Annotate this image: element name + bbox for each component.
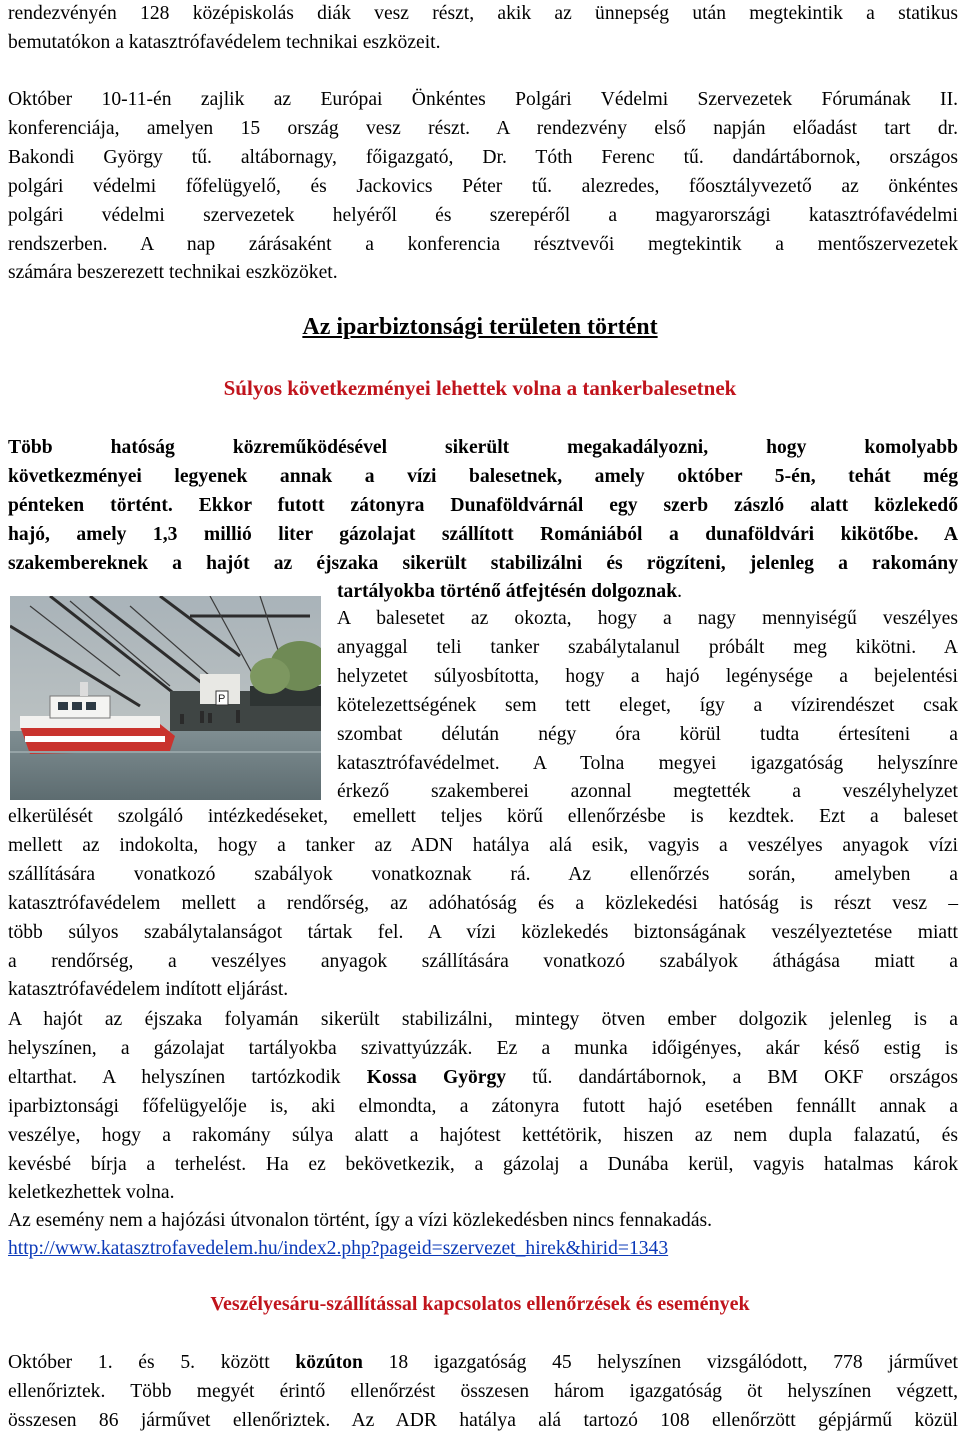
text-line: helyzetet súlyosbította, hogy a hajó legénysége a bejelentési xyxy=(337,665,958,687)
text-line: szombat délután négy óra körül tudta értesíteni a xyxy=(337,723,958,745)
intro-paragraph-2 xyxy=(8,86,958,288)
body-paragraph-1 xyxy=(8,803,958,1005)
text-line: A balesetet az okozta, hogy a nagy mennyiségű veszélyes xyxy=(337,608,958,629)
text-line: tartályokba történő átfejtésén dolgoznak xyxy=(337,581,678,602)
text-line: szakembereknek a hajót az éjszaka sikerült stabilizálni és rögzíteni, jelenleg a rakomány xyxy=(8,552,958,574)
text-line: iparbiztonsági főfelügyelője is, aki elmondta, a zátonyra futott hajó esetében fennállt annak a xyxy=(8,1095,958,1117)
text-line: anyaggal teli tanker szabálytalanul próbált meg kikötni. A xyxy=(337,636,958,658)
source-link[interactable]: http://www.katasztrofavedelem.hu/index2.php?pageid=szervezet_hirek&hirid=1343 xyxy=(8,1238,669,1259)
text-line: polgári védelmi szervezetek helyéről és szerepéről a magyarországi katasztrófavédelmi xyxy=(8,204,958,226)
tanker-boat-photo-icon xyxy=(10,596,321,800)
text-line: polgári védelmi főfelügyelő, és Jackovics Péter tű. alezredes, főosztályvezető az önkéntes xyxy=(8,175,958,197)
text-line: . xyxy=(677,581,683,602)
body-paragraph-2 xyxy=(8,1006,958,1208)
text-line: mellett az indokolta, hogy a tanker az ADN hatálya alá esik, vagyis a veszélyes anyagok vízi xyxy=(8,834,958,856)
article-lead xyxy=(8,434,958,579)
intro-paragraph-1 xyxy=(8,0,958,58)
svg-text:P: P xyxy=(218,693,226,705)
text-run: 18 igazgatóság 45 helyszínen vizsgálódott, 778 járművet xyxy=(362,1352,958,1373)
text-line: következményei legyenek annak a vízi balesetnek, amely október 5-én, tehát még xyxy=(8,465,958,487)
text-run: eltarthat. A helyszínen tartózkodik xyxy=(8,1066,367,1088)
article-lead-end xyxy=(337,578,958,607)
text-run: Október 1. és 5. között xyxy=(8,1352,296,1373)
text-line: Október 10-11-én zajlik az Európai Önkéntes Polgári Védelmi Szervezetek Fórumának II. xyxy=(8,89,958,110)
text-line: hajó, amely 1,3 millió liter gázolajat szállított Romániából a dunaföldvári kikötőbe. A xyxy=(8,523,958,545)
text-line: A hajót az éjszaka folyamán sikerült stabilizálni, mintegy ötven ember dolgozik jelenleg is a xyxy=(8,1009,958,1030)
text-line: katasztrófavédelem indított eljárást. xyxy=(8,979,289,1001)
text-line: összesen 86 járművet ellenőriztek. Az ADR hatálya alá tartozó 108 ellenőrzött gépjármű közül xyxy=(8,1409,958,1431)
article-subtitle: Súlyos következményei lehettek volna a tankerbalesetnek xyxy=(223,376,737,400)
section2-subtitle: Veszélyesáru-szállítással kapcsolatos ellenőrzések és események xyxy=(210,1293,750,1315)
text-line: katasztrófavédelem mellett a rendőrség, az adóhatóság és a közlekedési hatóság is részt vesz – xyxy=(8,892,958,914)
text-line: kötelezettségének sem tett eleget, így a vízirendészet csak xyxy=(337,694,958,716)
text-line: konferenciája, amelyen 15 ország vesz részt. A rendezvény első napján előadást tart dr. xyxy=(8,117,958,139)
text-run: tű. dandártábornok, a BM OKF országos xyxy=(506,1066,958,1088)
text-line: veszélye, hogy a rakomány súlya alatt a hajótest kettétörik, hiszen az nem dupla falazatú, és xyxy=(8,1124,958,1146)
text-line: a rendőrség, a veszélyes anyagok szállítására vonatkozó szabályok áthágása miatt a xyxy=(8,950,958,972)
source-link-row xyxy=(8,1235,958,1264)
text-line: ellenőriztek. Több megyét érintő ellenőrzést összesen három igazgatóság öt helyszínen végzett, xyxy=(8,1380,958,1402)
text-line: helyszínen, a gázolajat tartályokba szivattyúzzák. Ez a munka időigényes, akár késő estig is xyxy=(8,1037,958,1059)
text-line: Több hatóság közreműködésével sikerült megakadályozni, hogy komolyabb xyxy=(8,437,958,458)
text-line: kevésbé bírja a terhelést. Ha ez bekövetkezik, a gázolaj a Dunába kerül, vagyis hatalmas károk xyxy=(8,1153,958,1175)
person-name: Kossa György xyxy=(366,1066,507,1088)
text-line: rendszerben. A nap zárásaként a konferencia résztvevői megtekintik a mentőszervezetek xyxy=(8,233,958,255)
text-line: rendezvényén 128 középiskolás diák vesz részt, akik az ünnepség után megtekintik a statikus xyxy=(8,3,958,24)
text-line xyxy=(8,1064,958,1093)
text-line: szállítására vonatkozó szabályok vonatkoznak rá. Az ellenőrzés során, amelyben a xyxy=(8,863,958,885)
text-line xyxy=(8,1349,958,1378)
text-line: katasztrófavédelmet. A Tolna megyei igazgatóság helyszínre xyxy=(337,752,958,774)
text-line: bemutatókon a katasztrófavédelem technikai eszközeit. xyxy=(8,31,441,53)
text-line: több súlyos szabálytalanságot tártak fel. A vízi közlekedés biztonságának veszélyeztetése miatt xyxy=(8,921,958,943)
text-line: számára beszerezett technikai eszközöket. xyxy=(8,262,338,284)
section2-paragraph xyxy=(8,1349,958,1436)
text-line: pénteken történt. Ekkor futott zátonyra Dunaföldvárnál egy szerb zászló alatt közlekedő xyxy=(8,494,958,516)
text-run-bold: közúton xyxy=(295,1352,363,1373)
text-line: Bakondi György tű. altábornagy, főigazgató, Dr. Tóth Ferenc tű. dandártábornok, országos xyxy=(8,146,958,168)
closing-line: Az esemény nem a hajózási útvonalon történt, így a vízi közlekedésben nincs fennakadás. xyxy=(8,1210,713,1231)
text-line: keletkezhettek volna. xyxy=(8,1182,175,1204)
section-title: Az iparbiztonsági területen történt xyxy=(302,314,658,340)
text-line: érkező szakemberei azonnal megtették a veszélyhelyzet xyxy=(337,781,958,803)
wrap-paragraph xyxy=(337,605,958,807)
tanker-boat-photo xyxy=(10,596,321,800)
text-line: elkerülését szolgáló intézkedéseket, emellett teljes körű ellenőrzésbe is kezdtek. Ezt a baleset xyxy=(8,806,958,827)
